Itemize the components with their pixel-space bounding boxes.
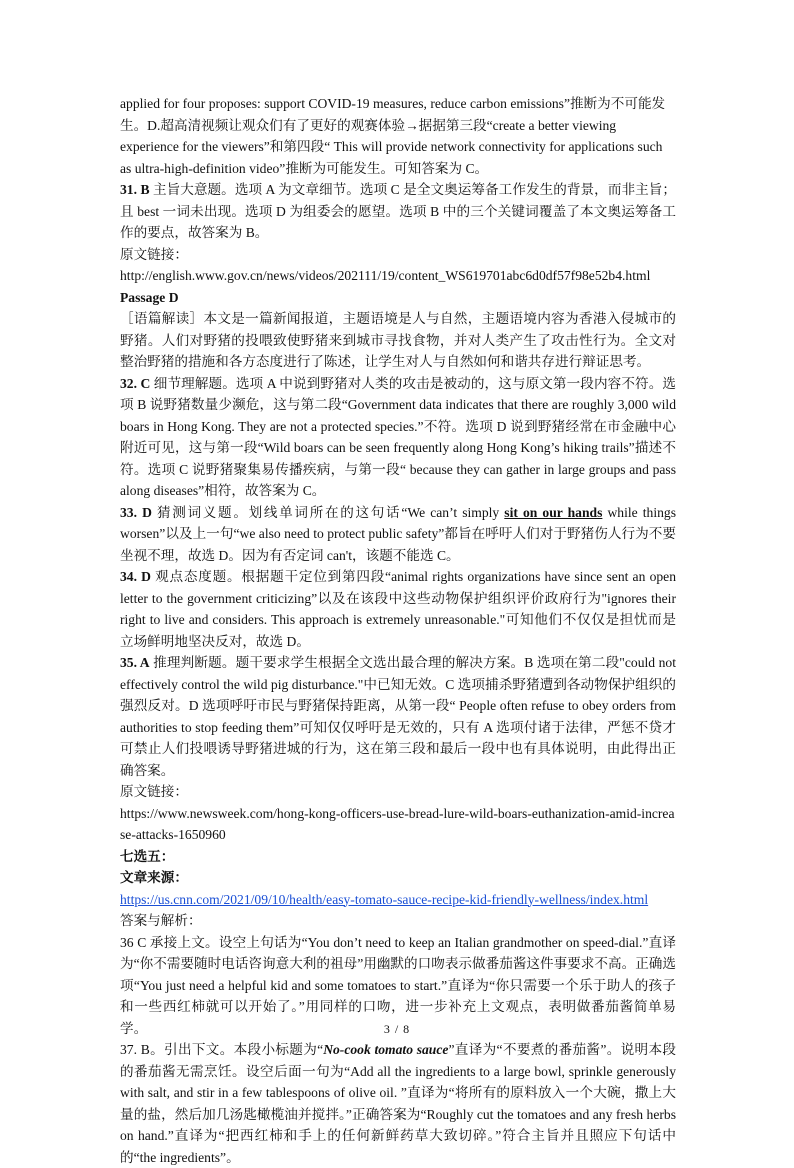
source-url-2[interactable]: https://www.newsweek.com/hong-kong-officers-use-bread-lure-wild-boars-euthanization-amid-increase-attacks-1650960 bbox=[120, 805, 675, 842]
answer-35-label: 35. A bbox=[120, 655, 150, 670]
answer-37-subtitle: No-cook tomato sauce bbox=[323, 1042, 449, 1057]
answer-31 bbox=[120, 179, 676, 244]
answer-32 bbox=[120, 373, 676, 502]
answer-37-text-pre: 37. B。引出下文。本段小标题为“ bbox=[120, 1042, 324, 1057]
answer-34-text: 观点态度题。根据题干定位到第四段“animal rights organizations have since sent an open letter to the government criticizing”以及在该段中这些动物保护组织评价政府行为"ignores their right to live and considers. This approach is extremely unreasonable."可知他们不仅仅是担忧而是立场鲜明地坚决反对，故选 D。 bbox=[120, 569, 676, 649]
answer-33-underlined-phrase: sit on our hands bbox=[504, 504, 603, 520]
answer-35-text: 推理判断题。题干要求学生根据全文选出最合理的解决方案。B 选项在第二段"could not effectively control the wild pig disturbance."中已知无效。C 选项捕杀野猪遭到各动物保护组织的强烈反对。D 选项呼吁市民与野猪保持距离，从第一段“ People often refuse to obey orders from authorities to stop feeding them”可知仅仅呼吁是无效的，只有 A 选项付诸于法律，严惩不贷才可禁止人们投喂诱导野猪进城的行为，这在第三段和最后一段中也有具体说明，由此得出正确答案。 bbox=[120, 655, 676, 778]
paragraph-continuation: applied for four proposes: support COVID-19 measures, reduce carbon emissions”推断为不可能发生。D.超高清视频让观众们有了更好的观赛体验→据据第三段“create a better viewing experience for the viewers”和第四段“ This will provide network connectivity for applications such as ultra-high-definition video”推断为可能发生。可知答案为 C。 bbox=[120, 96, 666, 176]
source-link-label-1: 原文链接： bbox=[120, 246, 188, 262]
source-url-1[interactable]: http://english.www.gov.cn/news/videos/202111/19/content_WS619701abc6d0df57f98e52b4.html bbox=[120, 268, 651, 283]
answer-32-label: 32. C bbox=[120, 375, 151, 391]
answer-33-text-post: while things worsen”以及上一句“we also need to protect public safety”都旨在呼吁人们对于野猪伤人行为不要坐视不理，故选 D。因为有否定词 can't，该题不能选 C。 bbox=[120, 504, 676, 563]
answer-37-text-post: ”直译为“不要煮的番茄酱”。说明本段的番茄酱无需烹饪。设空后面一句为“Add all the ingredients to a large bowl, sprinkle generously with salt, and stir in a few tablespoons of olive oil. ”直译为“将所有的原料放入一个大碗，撒上大量的盐，然后加几汤匙橄榄油并搅拌。”正确答案为“Roughly cut the tomatoes and any fresh herbs on hand.”直译为“把西红柿和手上的任何新鲜药草大致切碎。”符合主旨并且照应下句话中的“the ingredients”。 bbox=[120, 1042, 676, 1165]
answer-31-label: 31. B bbox=[120, 182, 150, 197]
answer-37 bbox=[120, 1039, 676, 1168]
answer-analysis-label: 答案与解析： bbox=[120, 913, 202, 928]
answer-33-label: 33. D bbox=[120, 504, 152, 520]
answer-35 bbox=[120, 652, 676, 781]
passage-d-heading: Passage D bbox=[120, 289, 179, 305]
article-source-label: 文章来源： bbox=[120, 870, 188, 885]
answer-33 bbox=[120, 502, 676, 567]
answer-36: 36 C 承接上文。设空上句话为“You don’t need to keep an Italian grandmother on speed-dial.”直译为“你不需要随时电话咨询意大利的祖母”用幽默的口吻表示做番茄酱这件事要求不高。正确选项“You just need a helpful kid and some tomatoes to start.”直译为“你只需要一个乐于助人的孩子和一些西红柿就可以开始了。”用同样的口吻，进一步补充上文观点，表明做番茄酱简单易学。 bbox=[120, 934, 676, 1036]
source-link-label-2: 原文链接： bbox=[120, 784, 188, 799]
answer-34-label: 34. D bbox=[120, 569, 151, 584]
passage-d-summary: ［语篇解读］本文是一篇新闻报道，主题语境是人与自然，主题语境内容为香港入侵城市的野猪。人们对野猪的投喂致使野猪来到城市寻找食物，并对人类产生了攻击性行为。全文对整治野猪的措施和各方态度进行了陈述，让学生对人与自然如何和谐共存进行辩证思考。 bbox=[120, 311, 676, 369]
article-source-link[interactable]: https://us.cnn.com/2021/09/10/health/easy-tomato-sauce-recipe-kid-friendly-wellness/index.html bbox=[120, 891, 649, 907]
page-number: 3 / 8 bbox=[383, 1022, 411, 1036]
answer-31-text: 主旨大意题。选项 A 为文章细节。选项 C 是全文奥运筹备工作发生的背景，而非主旨；且 best 一词未出现。选项 D 为组委会的愿望。选项 B 中的三个关键词覆盖了本文奥运筹备工作的要点，故答案为 B。 bbox=[120, 182, 676, 240]
answer-34 bbox=[120, 566, 676, 652]
document-body bbox=[120, 93, 676, 1168]
answer-32-text: 细节理解题。选项 A 中说到野猪对人类的攻击是被动的，这与原文第一段内容不符。选项 B 说野猪数量少濒危，这与第二段“Government data indicates that there are roughly 3,000 wild boars in Hong Kong. They are not a protected species.”不符。选项 D 说到野猪经常在市金融中心附近可见，这与第一段“Wild boars can be seen frequently along Hong Kong’s hiking trails”描述不符。选项 C 说野猪聚集易传播疾病，与第一段“ because they can gather in large groups and pass along diseases”相符，故答案为 C。 bbox=[120, 375, 676, 498]
qixuanwu-heading: 七选五： bbox=[120, 848, 175, 864]
answer-33-text-pre: 猜测词义题。划线单词所在的这句话“We can’t simply bbox=[151, 504, 505, 520]
